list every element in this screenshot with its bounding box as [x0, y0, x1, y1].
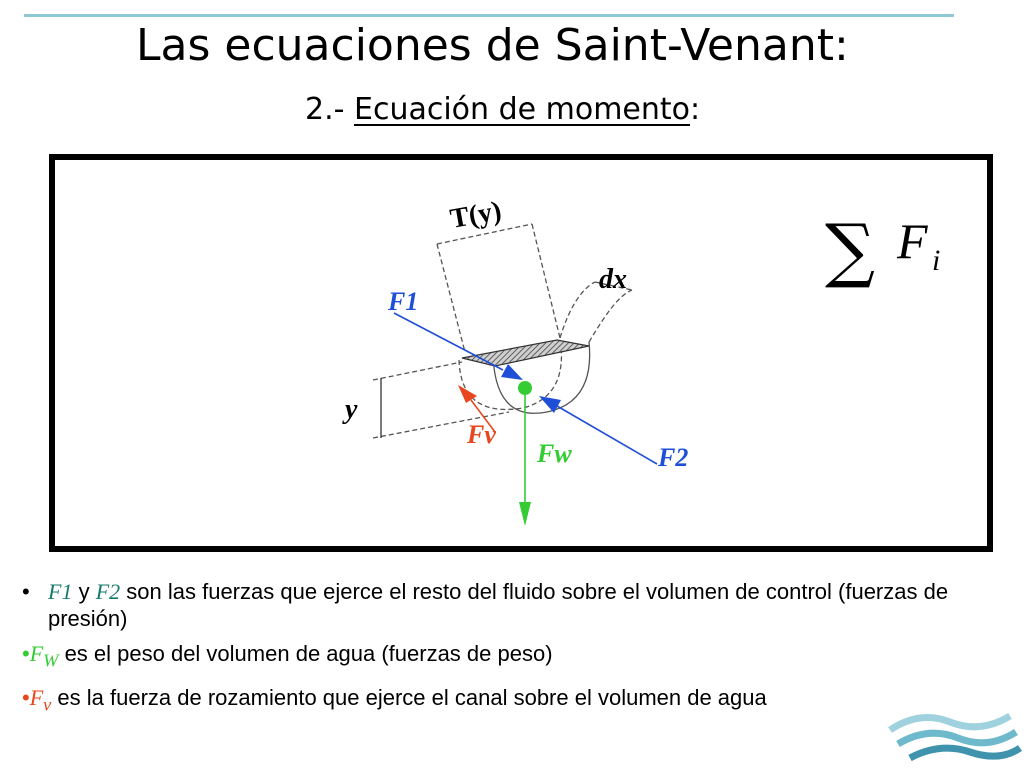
weight-arrowhead [519, 502, 531, 526]
sum-symbol: ∑ [825, 209, 875, 291]
bullet-item-pressure [22, 578, 982, 632]
slide-subtitle [305, 88, 700, 132]
bullet-marker: • [22, 685, 30, 711]
centroid-point [518, 381, 532, 395]
force-2-arrowhead [539, 396, 561, 413]
water-surface [462, 340, 589, 366]
length-label: dx [599, 264, 627, 295]
subtitle-text: Ecuación de momento [354, 92, 691, 127]
slide-title: Las ecuaciones de Saint-Venant: [136, 20, 849, 71]
diagram-frame [49, 154, 993, 552]
bullet-text-friction: es la fuerza de rozamiento que ejerce el canal sobre el volumen de agua [57, 685, 767, 711]
symbol-f1: F1 [48, 579, 73, 604]
subtitle-colon: : [690, 92, 701, 127]
friction-label: Fv [467, 420, 496, 449]
bullet-marker: • [22, 579, 30, 604]
force-1-line [394, 313, 503, 370]
bullet-item-friction [22, 684, 982, 718]
force-1-label: F1 [388, 287, 419, 316]
subtitle-number: 2.- [305, 92, 345, 127]
depth-label: y [345, 394, 358, 425]
bullet-list [22, 578, 982, 719]
conjunction: y [78, 579, 90, 604]
bullet-marker: • [22, 641, 30, 666]
sum-force-symbol: F [897, 213, 928, 269]
width-dimension [437, 224, 560, 352]
symbol-f2: F2 [95, 579, 121, 604]
symbol-fw: F [29, 641, 44, 666]
symbol-fv: F [29, 685, 44, 711]
force-1-arrowhead [501, 364, 523, 380]
force-2-label: F2 [658, 443, 689, 472]
symbol-fw-subscript: W [43, 650, 59, 671]
sum-index: i [932, 244, 941, 277]
bullet-item-weight [22, 640, 982, 674]
weight-label: Fw [537, 439, 572, 468]
symbol-fv-subscript: v [43, 694, 52, 715]
control-volume-diagram [55, 160, 987, 546]
wave-logo-icon [880, 690, 1024, 768]
force-2-line [557, 406, 657, 464]
bullet-text-pressure: son las fuerzas que ejerce el resto del fluido sobre el volumen de control (fuerzas de presión) [48, 579, 949, 631]
width-label: T(y) [447, 195, 504, 235]
bullet-text-weight: es el peso del volumen de agua (fuerzas de peso) [64, 641, 553, 666]
